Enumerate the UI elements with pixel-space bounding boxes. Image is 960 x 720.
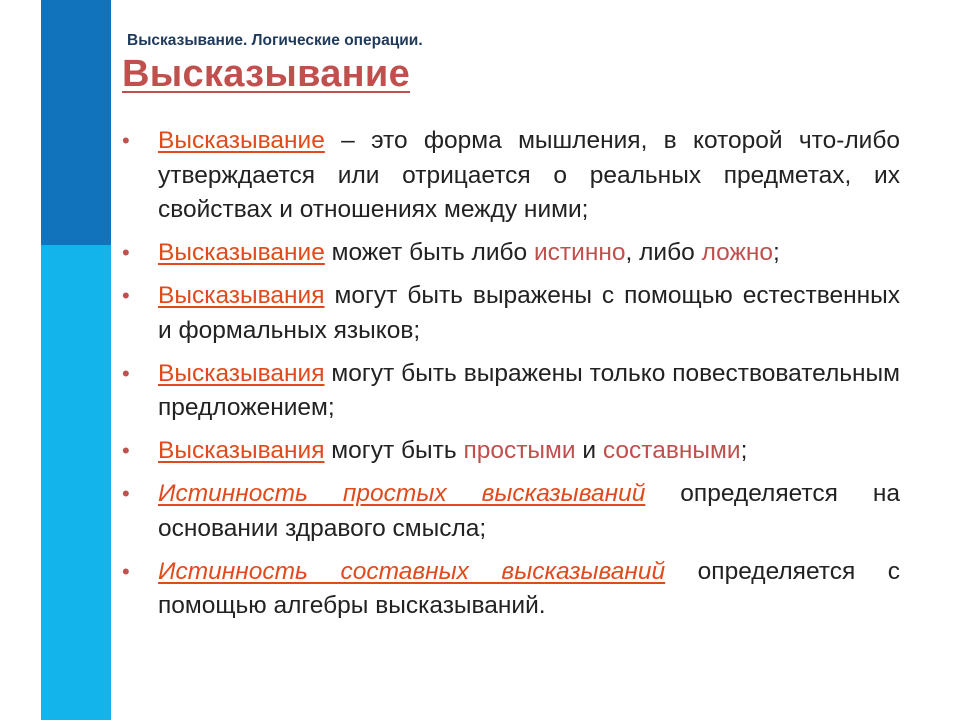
bullet-text: могут быть выражены только повествовательным предложением;	[158, 359, 900, 421]
bullet-languages	[118, 279, 900, 348]
bullet-text: ;	[773, 239, 780, 266]
bullet-text: определяется с помощью алгебры высказываний.	[158, 557, 900, 619]
bullet-definition	[118, 124, 900, 228]
bullet-narrative	[118, 357, 900, 426]
term-link: Высказывания	[158, 282, 325, 309]
term-link: Истинность простых высказываний	[158, 480, 646, 507]
bullet-text: – это форма мышления, в которой что-либо утверждается или отрицается о реальных предметах, их свойствах и отношениях между ними;	[158, 127, 900, 223]
bullet-truth-value	[118, 236, 900, 271]
highlight-simple: простыми	[463, 437, 576, 464]
term-link: Высказывания	[158, 359, 325, 387]
bullet-text: определяется на основании здравого смысла;	[158, 480, 900, 542]
highlight-compound: составными	[602, 437, 741, 464]
highlight-true: истинно	[533, 239, 626, 266]
bullet-compound-truth	[118, 555, 900, 624]
highlight-false: ложно	[701, 239, 774, 266]
term-link: Истинность составных высказываний	[158, 557, 666, 585]
bullet-simple-compound	[118, 434, 900, 469]
decorative-stripe-light	[41, 245, 111, 720]
bullet-text: могут быть выражены с помощью естественных и формальных языков;	[158, 282, 900, 344]
bullet-text: может быть либо	[324, 239, 534, 266]
breadcrumb: Высказывание. Логические операции.	[127, 32, 423, 49]
bullet-simple-truth	[118, 477, 900, 546]
bullet-text: , либо	[625, 239, 702, 266]
bullet-list	[118, 124, 900, 632]
term-link: Высказывания	[158, 437, 325, 464]
decorative-stripe-dark	[41, 0, 111, 245]
page-title: Высказывание	[122, 53, 411, 95]
bullet-text: могут быть	[324, 437, 464, 464]
term-link: Высказывание	[158, 239, 325, 266]
term-link: Высказывание	[158, 127, 325, 154]
bullet-text: и	[575, 437, 603, 464]
bullet-text: ;	[740, 437, 748, 464]
